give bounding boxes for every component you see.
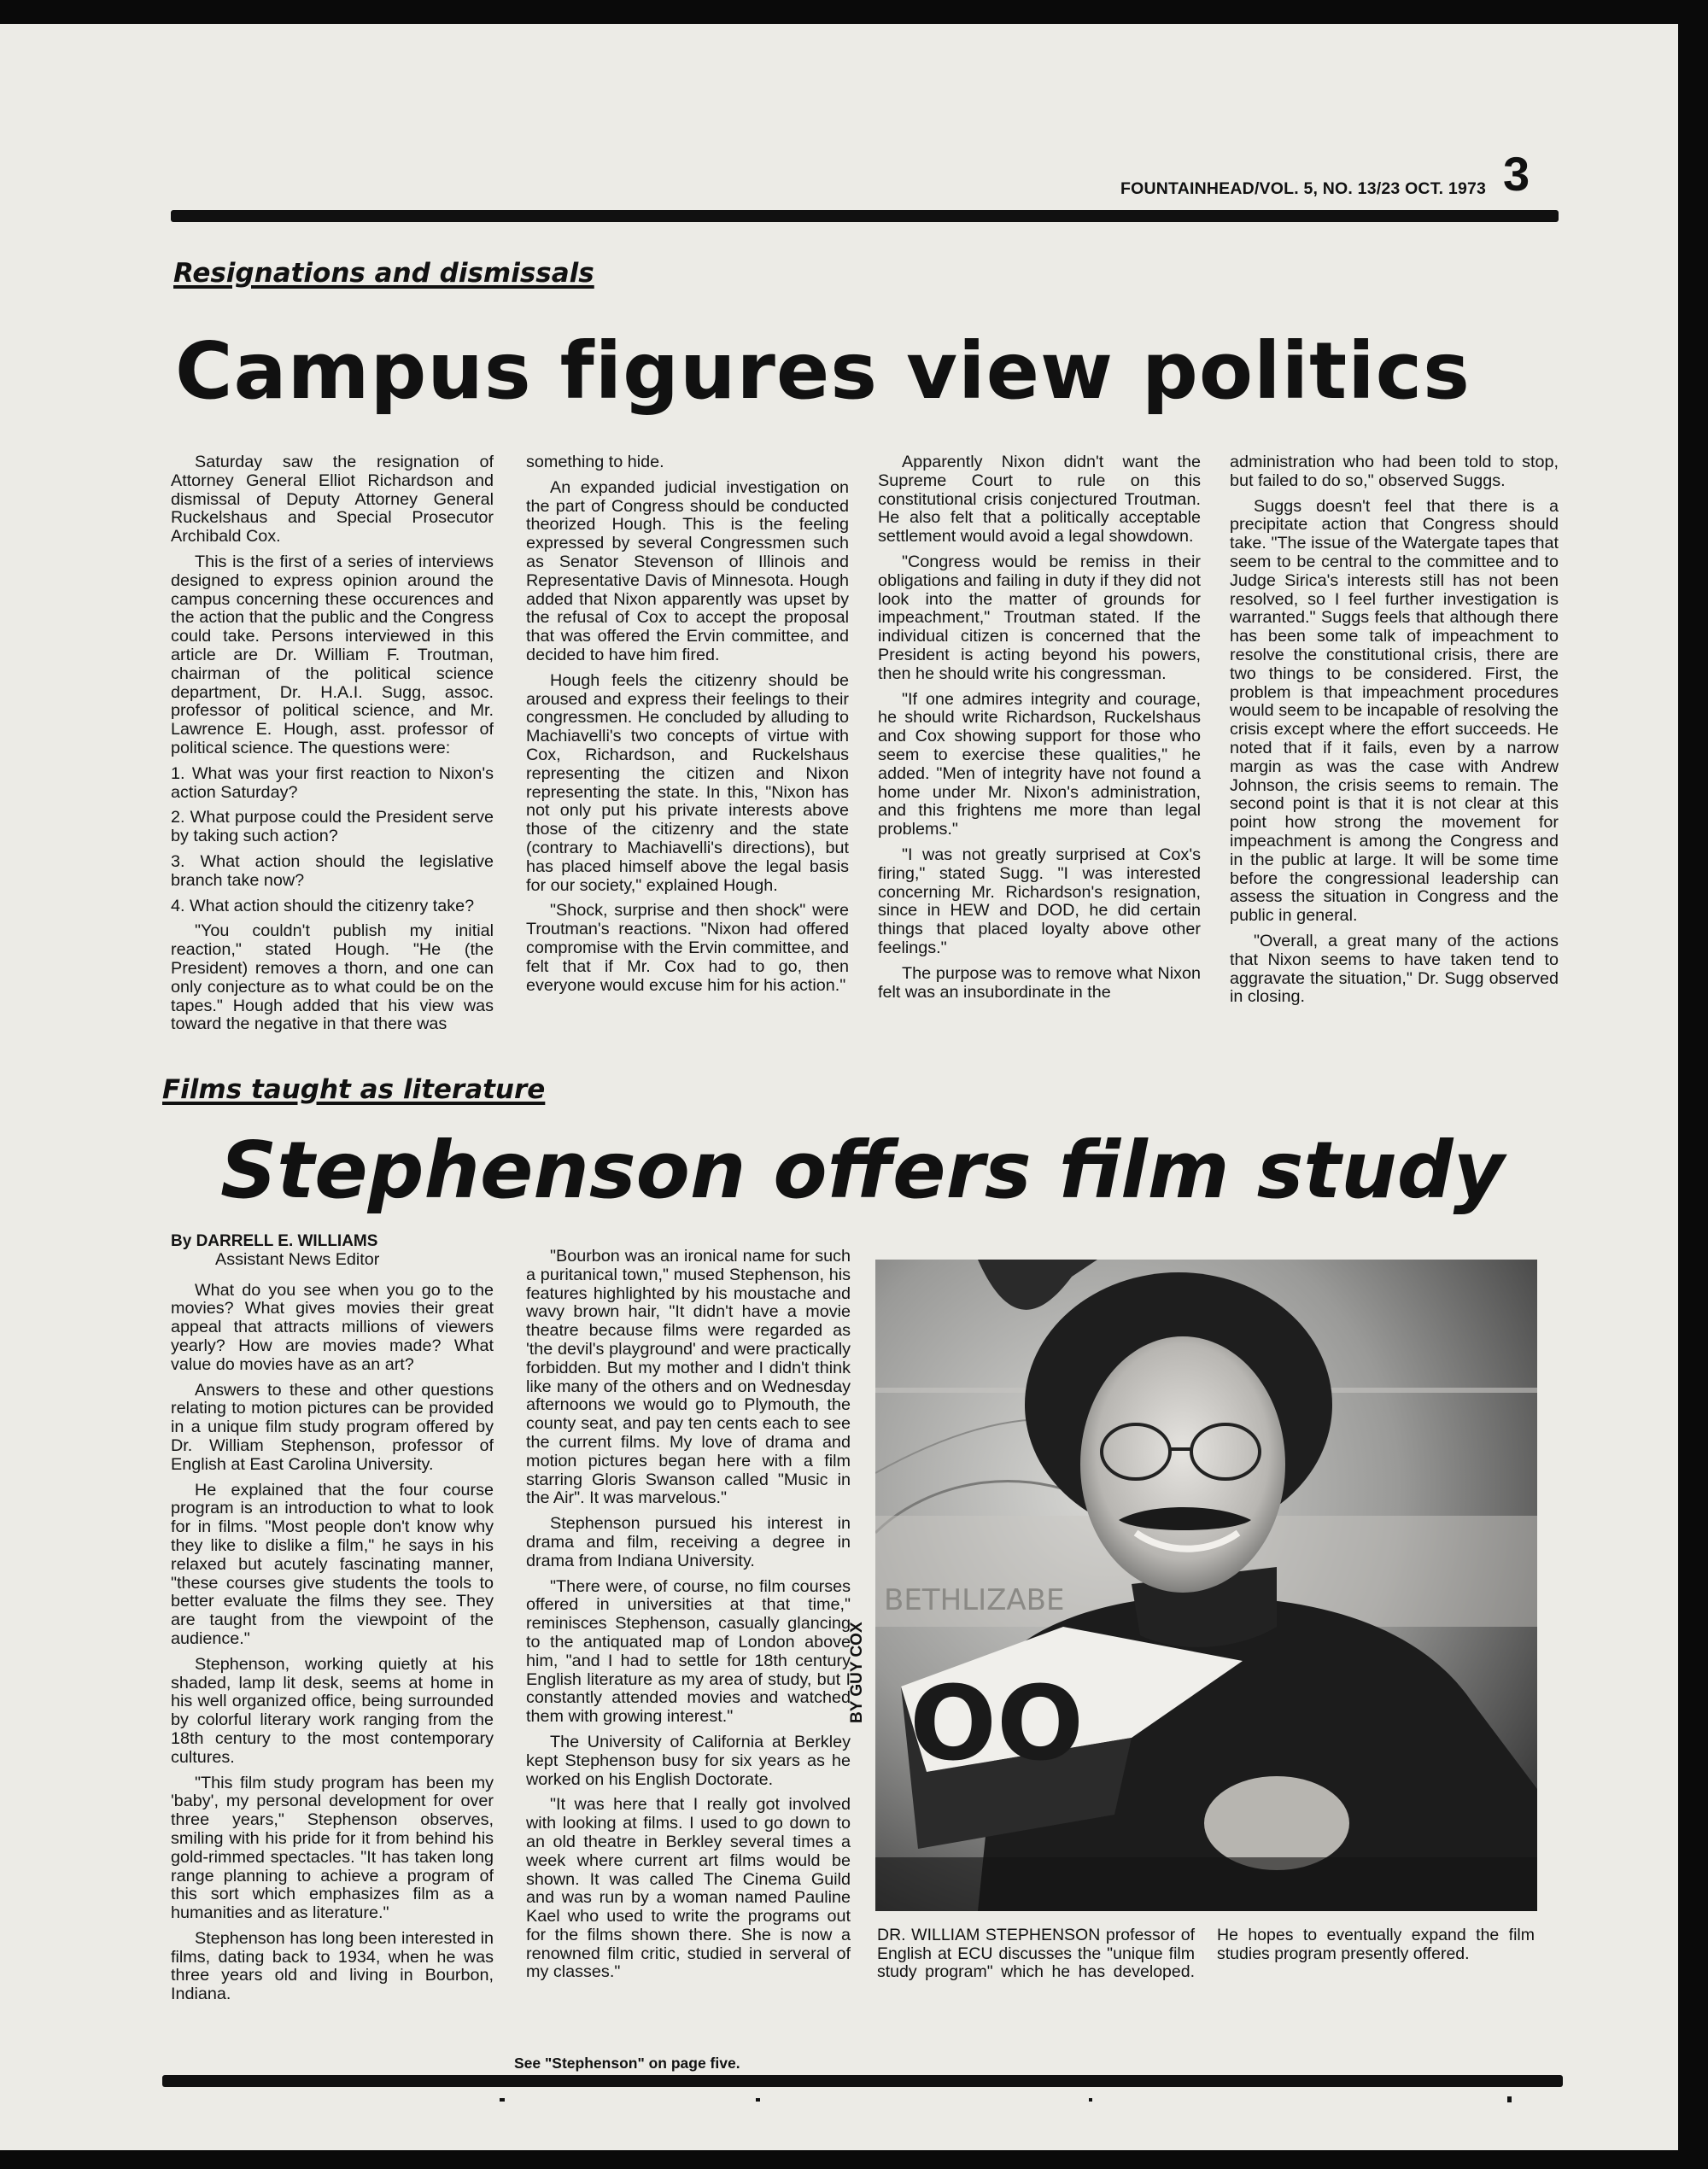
photo-illustration <box>875 1260 1537 1911</box>
paragraph: 4. What action should the citizenry take? <box>171 896 475 915</box>
paragraph: "I was not greatly surprised at Cox's firing," stated Sugg. "I was interested concerning Mr. Richardson's resignation, since in HEW and DOD, he did certain things that placed loyalty above other feelings." <box>878 845 1201 957</box>
paragraph: "You couldn't publish my initial reaction," stated Hough. "He (the President) removes a thorn, and one can only conjecture as to what could be on the tapes." Hough added that his view was toward the negative in that there was <box>171 921 494 1034</box>
story1-column-4 <box>1230 453 1559 1014</box>
paragraph: something to hide. <box>526 453 664 471</box>
story2-column-2 <box>526 1248 851 1989</box>
story2-headline: Stephenson offers film study <box>220 1125 1505 1216</box>
bottom-rule-dots <box>500 2096 1524 2103</box>
stephenson-photo <box>875 1260 1537 1911</box>
bottom-rule <box>162 2075 1563 2087</box>
paragraph: Saturday saw the resignation of Attorney General Elliot Richardson and dismissal of Deputy Attorney General Ruckelshaus and Special Prosecutor Archibald Cox. <box>171 453 494 547</box>
story1-column-1 <box>171 453 494 1041</box>
paragraph: Apparently Nixon didn't want the Supreme Court to rule on this constitutional crisis conjectured Troutman. He also felt that a politically acceptable settlement would avoid a legal showdown. <box>878 453 1201 547</box>
jump-line: See "Stephenson" on page five. <box>514 2055 740 2072</box>
paragraph: administration who had been told to stop, but failed to do so," observed Suggs. <box>1230 453 1559 490</box>
photo-caption: DR. WILLIAM STEPHENSON professor of English at ECU discusses the "unique film study program" which he has developed. He hopes to eventually expand the film studies program presently offered. <box>877 1926 1535 1981</box>
paragraph: 3. What action should the legislative branch take now? <box>171 851 494 890</box>
story1-column-3 <box>878 453 1201 1008</box>
page-number: 3 <box>1503 147 1530 201</box>
paragraph: 2. What purpose could the President serve by taking such action? <box>171 808 494 846</box>
paragraph: "This film study program has been my 'baby', my personal development for over three years," Stephenson observes, smiling with his pride for it from behind his gold-rimmed spectacles. "It has taken long range planning to achieve a program of this sort which emphasizes film as a humanities and as literature." <box>171 1773 494 1923</box>
paragraph: Answers to these and other questions relating to motion pictures can be provided in a unique film study program offered by Dr. William Stephenson, professor of English at East Carolina University. <box>171 1380 494 1474</box>
paragraph: He explained that the four course program is an introduction to what to look for in films. "Most people don't know why they like to dislike a film," he says in his relaxed but acutely fascinating manner, "these courses give students the tools to better evaluate the films they see. They are taught from the viewpoint of the audience." <box>171 1480 494 1648</box>
folio-line: FOUNTAINHEAD/VOL. 5, NO. 13/23 OCT. 1973 <box>1120 179 1487 198</box>
top-rule <box>171 210 1559 222</box>
paragraph: The purpose was to remove what Nixon felt was an insubordinate in the <box>878 963 1201 1002</box>
paragraph: An expanded judicial investigation on the part of Congress should be conducted theorized Hough. This is the feeling expressed by several Congressmen such as Senator Stevenson of Illinois and Representative Davis of Minnesota. Hough added that Nixon apparently was upset by the refusal of Cox to accept the proposal that was offered the Ervin committee, and decided to have him fired. <box>526 477 849 664</box>
paragraph: What do you see when you go to the movies? What gives movies their great appeal that attracts millions of viewers yearly? How are movies made? What value do movies have as an art? <box>171 1280 494 1374</box>
story2-column-1 <box>171 1232 494 2011</box>
photo-credit: BY GUY COX <box>848 1622 866 1723</box>
paragraph: The University of California at Berkley kept Stephenson busy for six years as he worked on his English Doctorate. <box>526 1732 851 1789</box>
paragraph: Hough feels the citizenry should be aroused and express their feelings to their congressmen. He concluded by alluding to Machiavelli's two concepts of virtue with Cox, Richardson, and Ruckelshaus representing the citizen and Nixon representing the state. In this, "Nixon has not only put his private interests above those of the citizenry and the state (contrary to Machiavelli's directions), but has placed himself above the legal basis for our society," explained Hough. <box>526 670 849 895</box>
paragraph: 1. What was your first reaction to Nixon's action Saturday? <box>171 763 494 802</box>
newspaper-page <box>0 24 1678 2150</box>
story1-column-2 <box>526 453 849 1002</box>
paragraph: "There were, of course, no film courses offered in universities at that time," reminisces Stephenson, casually glancing to the antiquated map of London above him, "and I had to settle for 18th century English literature as my area of study, but I constantly attended movies and watched them with growing interest." <box>526 1576 851 1727</box>
byline-name: By DARRELL E. WILLIAMS <box>171 1232 378 1250</box>
story2-column-1-body <box>171 1282 494 2004</box>
photo-sign-text: BETHLIZABE <box>884 1583 1065 1617</box>
paragraph: Stephenson, working quietly at his shaded, lamp lit desk, seems at home in his well organized office, being surrounded by colorful literary work ranging from the 18th century to the most contemporary cultures. <box>171 1654 494 1767</box>
paragraph: "It was here that I really got involved with looking at films. I used to go down to an old theatre in Berkley several times a week where current art films would be shown. It was called The Cinema Guild and was run by a woman named Pauline Kael who used to write the programs out for the films shown there. She is now a renowned film critic, studied in serveral of my classes." <box>526 1795 851 1982</box>
photo-book-text: OO <box>910 1665 1085 1784</box>
paragraph: "Overall, a great many of the actions that Nixon seems to have taken tend to aggravate the situation," Dr. Sugg observed in closing. <box>1230 931 1559 1007</box>
paragraph: This is the first of a series of interviews designed to express opinion around the campus concerning these occurences and the action that the public and the Congress could take. Persons interviewed in this article are Dr. William F. Troutman, chairman of the political science department, Dr. H.A.I. Sugg, assoc. professor of political science, and Mr. Lawrence E. Hough, asst. professor of political science. The questions were: <box>171 552 494 757</box>
paragraph: "If one admires integrity and courage, he should write Richardson, Ruckelshaus and Cox showing support for those who seem to exercise these qualities," he added. "Men of integrity have not found a home under Mr. Nixon's administration, and this frightens me more than legal problems." <box>878 689 1201 839</box>
story1-kicker: Resignations and dismissals <box>173 258 594 289</box>
story1-headline: Campus figures view politics <box>175 325 1471 417</box>
byline-title: Assistant News Editor <box>215 1249 380 1269</box>
story2-kicker: Films taught as literature <box>162 1074 546 1105</box>
paragraph: Stephenson has long been interested in films, dating back to 1934, when he was three years old and living in Bourbon, Indiana. <box>171 1928 494 2004</box>
paragraph: "Shock, surprise and then shock" were Troutman's reactions. "Nixon had offered compromise with the Ervin committee, and felt that if Mr. Cox had to go, then everyone would excuse him for his action." <box>526 901 849 995</box>
paragraph: "Congress would be remiss in their obligations and failing in duty if they did not look into the matter of grounds for impeachment," Troutman stated. If the individual citizen is concerned that the President is acting beyond his powers, then he should write his congressman. <box>878 552 1201 683</box>
paragraph: Stephenson pursued his interest in drama and film, receiving a degree in drama from Indiana University. <box>526 1514 851 1570</box>
paragraph: "Bourbon was an ironical name for such a puritanical town," mused Stephenson, his features highlighted by his moustache and wavy brown hair, "It didn't have a movie theatre because films were regarded as 'the devil's playground' and were practically forbidden. But my mother and I didn't think like many of the others and on Wednesday afternoons we would go to Plymouth, the county seat, and pay ten cents each to see the current films. My love of drama and motion pictures began here with a film starring Gloris Swanson called "Music in the Air". It was marvelous." <box>526 1247 851 1508</box>
paragraph: Suggs doesn't feel that there is a precipitate action that Congress should take. "The issue of the Watergate tapes that seem to be central to the committee and to Judge Sirica's interests still has not been resolved, so I feel further investigation is warranted." Suggs feels that although there has been some talk of impeachment to resolve the constitutional crisis, there are two things to be considered. First, the problem is that impeachment procedures would seem to be incapable of resolving the crisis except where the effort succeeds. He noted that if it fails, even by a narrow margin as was the case with Andrew Johnson, the crisis seems to remain. The second point is that it is not clear at this point how strong the movement for impeachment is among the Congress and in the public at large. It will be some time before the congressional leadership can assess the situation in Congress and the public in general. <box>1230 496 1559 926</box>
